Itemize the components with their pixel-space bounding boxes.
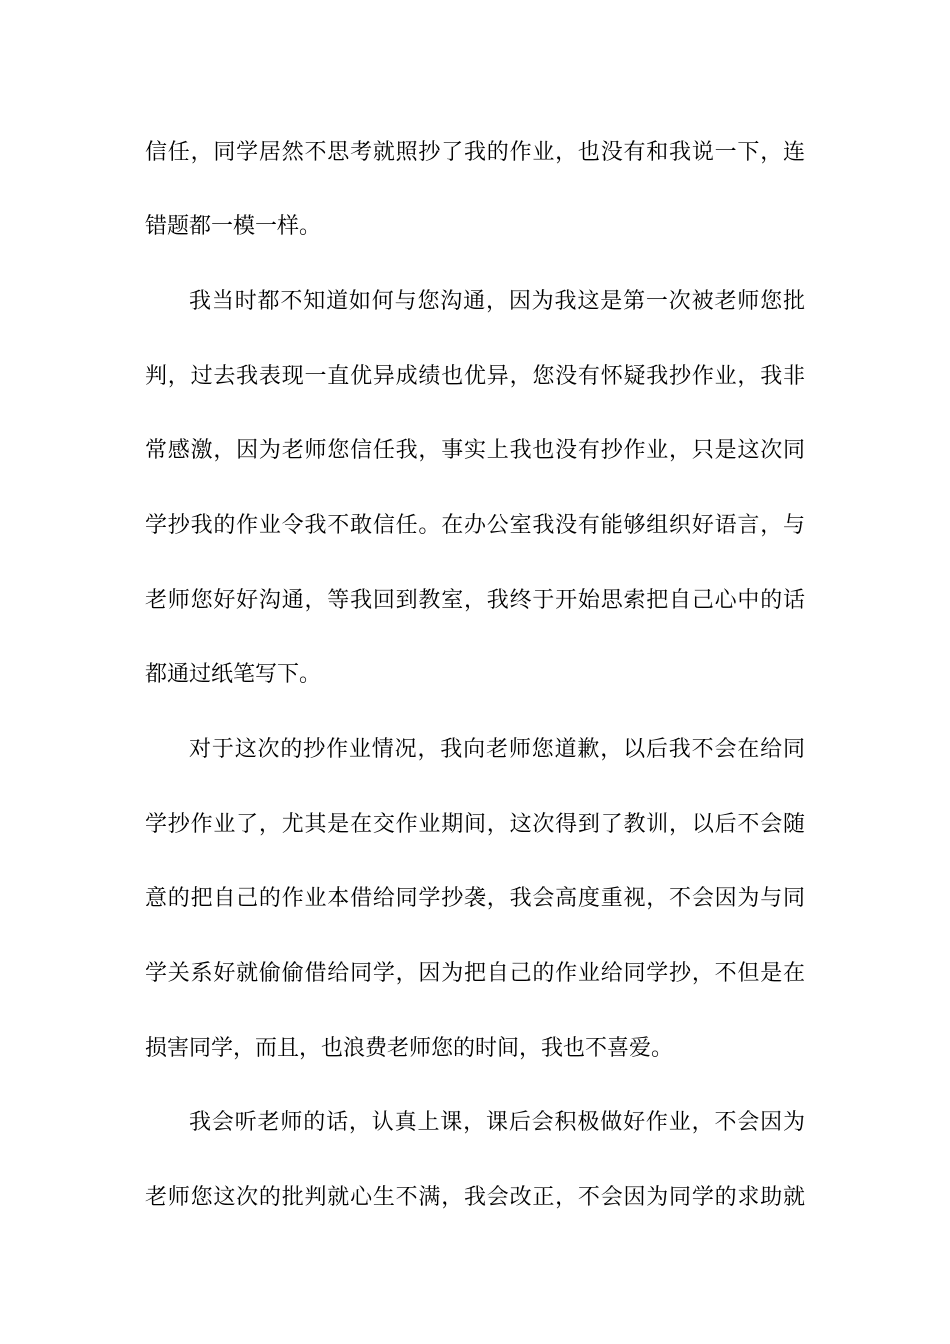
paragraph-line: 学抄我的作业令我不敢信任。在办公室我没有能够组织好语言，与	[145, 513, 805, 538]
paragraph-line: 学关系好就偷偷借给同学，因为把自己的作业给同学抄，不但是在	[145, 961, 805, 986]
paragraph-line: 老师您好好沟通，等我回到教室，我终于开始思索把自己心中的话	[145, 588, 805, 613]
paragraph-line: 常感激，因为老师您信任我，事实上我也没有抄作业，只是这次同	[145, 438, 805, 463]
paragraph-line: 都通过纸笔写下。	[145, 662, 322, 687]
paragraph-line: 错题都一模一样。	[145, 214, 322, 239]
paragraph-line: 损害同学，而且，也浪费老师您的时间，我也不喜爱。	[145, 1036, 674, 1061]
paragraph-line: 我会听老师的话，认真上课，课后会积极做好作业，不会因为	[189, 1110, 805, 1135]
paragraph-line: 对于这次的抄作业情况，我向老师您道歉，以后我不会在给同	[189, 737, 805, 762]
paragraph-line: 学抄作业了，尤其是在交作业期间，这次得到了教训，以后不会随	[145, 812, 805, 837]
paragraph-line: 意的把自己的作业本借给同学抄袭，我会高度重视，不会因为与同	[145, 886, 805, 911]
paragraph-line: 信任，同学居然不思考就照抄了我的作业，也没有和我说一下，连	[145, 140, 805, 165]
paragraph-line: 老师您这次的批判就心生不满，我会改正，不会因为同学的求助就	[145, 1185, 805, 1210]
paragraph-line: 判，过去我表现一直优异成绩也优异，您没有怀疑我抄作业，我非	[145, 364, 805, 389]
paragraph-line: 我当时都不知道如何与您沟通，因为我这是第一次被老师您批	[189, 289, 805, 314]
